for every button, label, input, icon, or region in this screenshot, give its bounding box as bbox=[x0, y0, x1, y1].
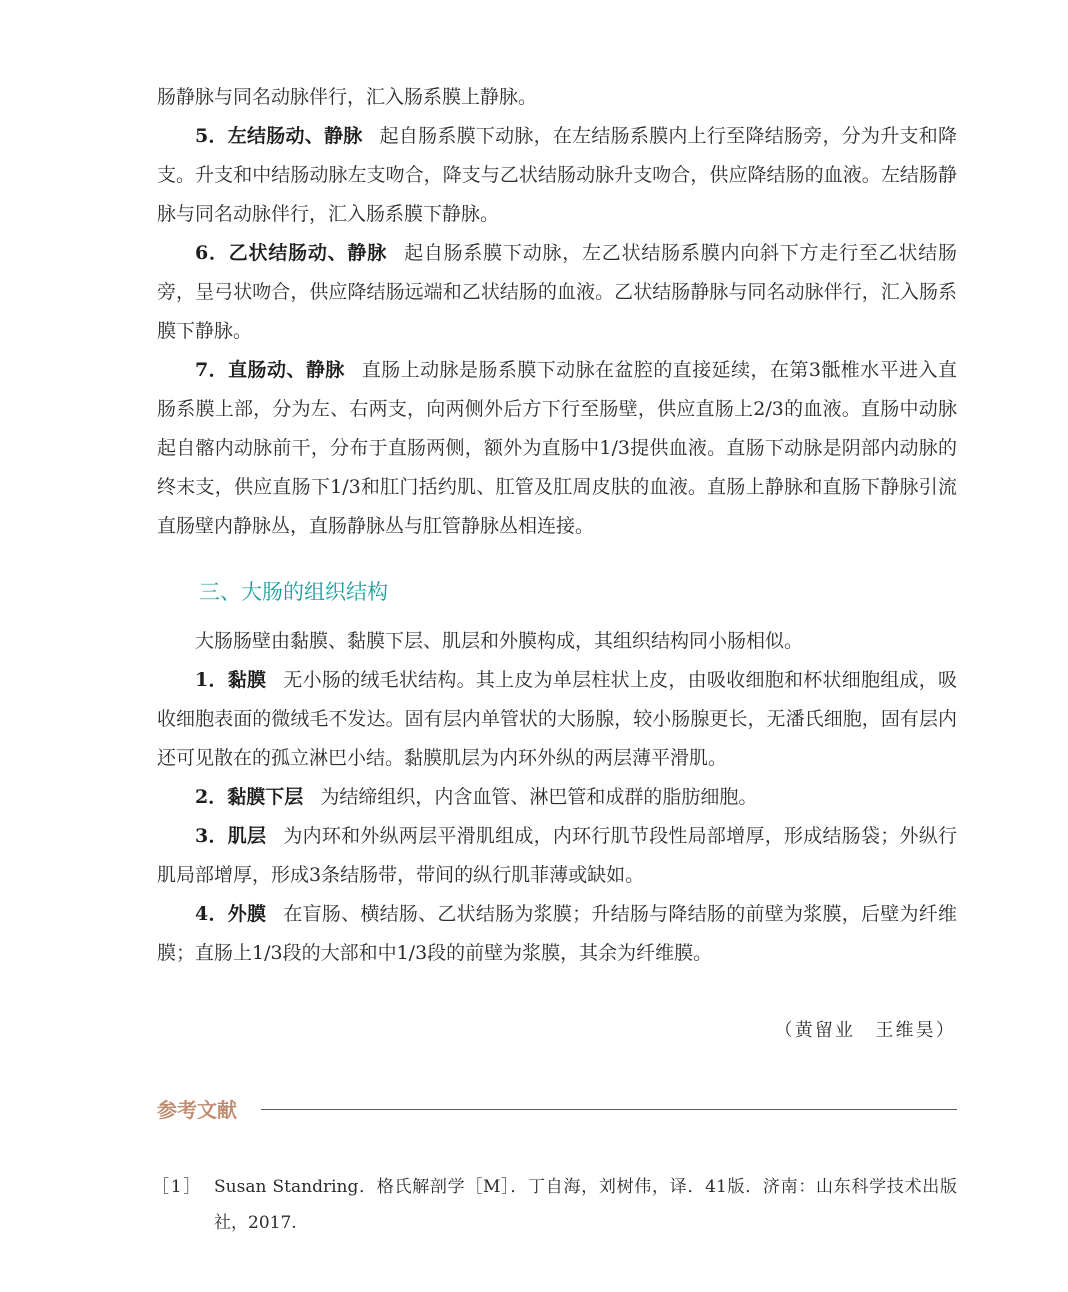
reference-number: ［1］ bbox=[152, 1177, 202, 1197]
authors-credit: （黄留业 王维昊） bbox=[774, 1020, 956, 1041]
references-header bbox=[157, 1092, 957, 1128]
paragraph-muscularis: 3．肌层 为内环和外纵两层平滑肌组成，内环行肌节段性局部增厚，形成结肠袋；外纵行肌局部增厚，形成3条结肠带，带间的纵行肌菲薄或缺如。 bbox=[157, 825, 957, 886]
reference-item bbox=[152, 1169, 957, 1241]
paragraph-term: 5．左结肠动、静脉 bbox=[195, 125, 363, 147]
paragraph-term: 2．黏膜下层 bbox=[195, 786, 304, 808]
references-divider bbox=[261, 1109, 957, 1110]
paragraph-submucosa: 2．黏膜下层 为结缔组织，内含血管、淋巴管和成群的脂肪细胞。 bbox=[195, 786, 758, 808]
paragraph-sigmoid-vessels: 6．乙状结肠动、静脉 起自肠系膜下动脉，左乙状结肠系膜内向斜下方走行至乙状结肠旁，呈弓状吻合，供应降结肠远端和乙状结肠的血液。乙状结肠静脉与同名动脉伴行，汇入肠系膜下静脉。 bbox=[157, 242, 957, 342]
paragraph-left-colic-vessels: 5．左结肠动、静脉 起自肠系膜下动脉，在左结肠系膜内上行至降结肠旁，分为升支和降支。升支和中结肠动脉左支吻合，降支与乙状结肠动脉升支吻合，供应降结肠的血液。左结肠静脉与同名动脉伴行，汇入肠系膜下静脉。 bbox=[157, 125, 957, 225]
anatomy-text-block bbox=[157, 78, 957, 546]
paragraph-term: 3．肌层 bbox=[195, 825, 267, 847]
reference-text: Susan Standring．格氏解剖学［M］．丁自海，刘树伟，译．41版．济南：山东科学技术出版社，2017. bbox=[214, 1177, 957, 1233]
paragraph-mucosa: 1．黏膜 无小肠的绒毛状结构。其上皮为单层柱状上皮，由吸收细胞和杯状细胞组成，吸收细胞表面的微绒毛不发达。固有层内单管状的大肠腺，较小肠腺更长，无潘氏细胞，固有层内还可见散在的孤立淋巴小结。黏膜肌层为内环外纵的两层薄平滑肌。 bbox=[157, 669, 957, 769]
paragraph-rectal-vessels: 7．直肠动、静脉 直肠上动脉是肠系膜下动脉在盆腔的直接延续，在第3骶椎水平进入直肠系膜上部，分为左、右两支，向两侧外后方下行至肠壁，供应直肠上2/3的血液。直肠中动脉起自髂内动脉前干，分布于直肠两侧，额外为直肠中1/3提供血液。直肠下动脉是阴部内动脉的终末支，供应直肠下1/3和肛门括约肌、肛管及肛周皮肤的血液。直肠上静脉和直肠下静脉引流直肠壁内静脉丛，直肠静脉丛与肛管静脉丛相连接。 bbox=[157, 359, 957, 537]
paragraph-intro: 大肠肠壁由黏膜、黏膜下层、肌层和外膜构成，其组织结构同小肠相似。 bbox=[195, 630, 804, 652]
paragraph-term: 7．直肠动、静脉 bbox=[195, 359, 345, 381]
paragraph-term: 6．乙状结肠动、静脉 bbox=[195, 242, 387, 264]
paragraph-term: 4．外膜 bbox=[195, 903, 267, 925]
references-title: 参考文献 bbox=[157, 1098, 237, 1122]
paragraph-term: 1．黏膜 bbox=[195, 669, 267, 691]
paragraph-continuation: 肠静脉与同名动脉伴行，汇入肠系膜上静脉。 bbox=[157, 86, 538, 108]
paragraph-adventitia: 4．外膜 在盲肠、横结肠、乙状结肠为浆膜；升结肠与降结肠的前壁为浆膜，后壁为纤维膜；直肠上1/3段的大部和中1/3段的前壁为浆膜，其余为纤维膜。 bbox=[157, 903, 957, 964]
section-heading: 三、大肠的组织结构 bbox=[199, 580, 388, 604]
histology-text-block bbox=[157, 622, 957, 973]
